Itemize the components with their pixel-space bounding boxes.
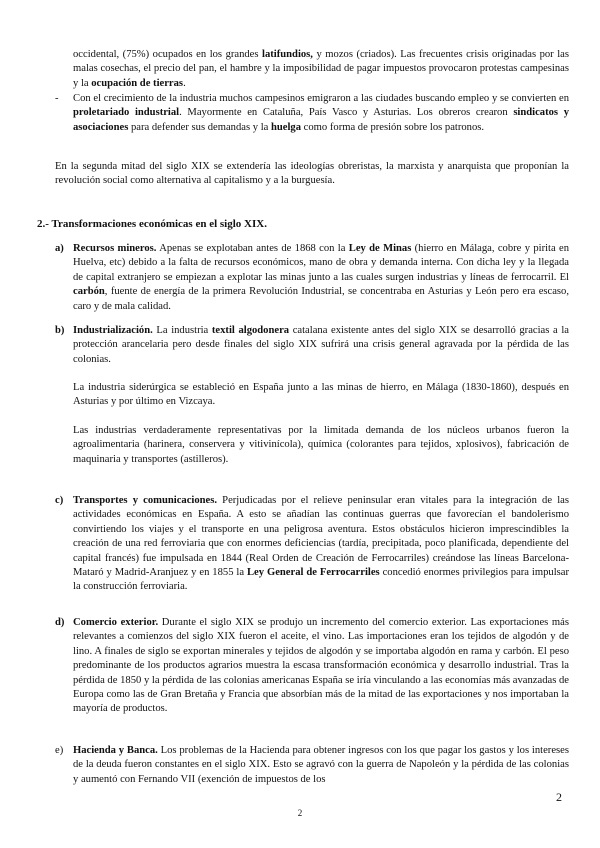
text-run: como forma de presión sobre los patronos.	[301, 121, 485, 133]
text-run: y mozos (criados). Las frecuentes crisis originadas por las malas cosechas, el precio del pan, el hambre y la imposibilidad de pagar impuestos provocaron protestas campesinas y la	[73, 49, 569, 89]
item-b-paragraph-siderurgica: La industria siderúrgica se estableció en España junto a las minas de hierro, en Málaga (1830-1860), después en Asturias y por último en Vizcaya.	[73, 382, 569, 408]
bold-term-proletariado: proletariado industrial	[73, 107, 180, 119]
item-marker: e)	[55, 745, 64, 756]
text-run: (hierro en Málaga, cobre y pirita en Huelva, etc) debido a la falta de recursos económicos, mano de obra y demanda interna. Con dicha ley y la llegada de capital extranjero se empiezan a explotar las minas junto a las cuales surgen industrias y líneas de ferrocarril. El	[73, 243, 570, 283]
item-d-title: Comercio exterior.	[73, 617, 159, 628]
item-b-paragraph-industrias: Las industrias verdaderamente representativas por la limitada demanda de los núcleos urbanos fueron la agroalimentaria (harinera, conservera y vitivinícola), química (colorantes para tejidos, xplosivos), fabricación de maquinaria y transportes (astilleros).	[73, 425, 569, 465]
text-run: Durante el siglo XIX se produjo un incremento del comercio exterior. Las exportaciones más relevantes a comienzos del siglo XIX fueron el aceite, el vino. Las importaciones eran los tejidos de algodón y de lino. A finales de siglo se exportan minerales y tejidos de algodón y se importaba algodón en rama y carbón. El peso predominante de los productos agrarios muestra la escasa transformación económica y desarrollo industrial. Tras la pérdida de 1850 y la pérdida de las colonias americanas España se iría vinculando a las economías más avanzadas de Europa como las de Gran Bretaña y Francia que absorbían más de la mitad de las exportaciones y nos importaban la mayoría de productos.	[73, 617, 569, 715]
item-c-body	[73, 494, 569, 595]
text-run: .	[183, 77, 186, 89]
migration-list-item	[55, 92, 569, 135]
item-c-transportes	[55, 494, 569, 595]
top-continuation-paragraph	[73, 48, 569, 91]
ideologies-paragraph: En la segunda mitad del siglo XIX se extendería las ideologías obreristas, la marxista y anarquista que proponían la revolución social como alternativa al capitalismo y a la burguesía.	[55, 161, 569, 187]
item-b-title: Industrialización.	[73, 325, 153, 336]
text-run: catalana existente antes del siglo XIX se desarrolló gracias a la protección arancelaria pero desde finales del siglo XIX sufrirá una crisis general agravada por la pérdida de las colonias.	[73, 325, 569, 365]
bold-term-huelga: huelga	[271, 121, 302, 133]
item-marker: a)	[55, 243, 64, 254]
bold-term-latifundios: latifundios,	[262, 49, 313, 60]
bold-term-ley-minas: Ley de Minas	[348, 243, 412, 254]
text-run: concedió enormes privilegios para impulsar la construcción ferroviaria.	[73, 567, 569, 593]
text-run: Perjudicadas por el relieve peninsular eran vitales para la integración de las actividades económicas en España. A esto se añadían las continuas guerras que favorecían el bandolerismo convirtiendo los viajes y el transporte en una peligrosa aventura. Estos obstáculos hicieron imprescindibles la creación de una red ferroviaria que con enormes deficiencias (tardía, precipitada, poco planificada, dependiente del capital francés) fue impulsada en 1844 (Real Orden de Creación de Ferrocarriles) creándose las líneas Barcelona-Mataró y Madrid-Aranjuez y en 1855 la	[73, 495, 569, 579]
text-run: Con el crecimiento de la industria muchos campesinos emigraron a las ciudades buscando empleo y se convierten en	[73, 93, 569, 104]
text-run: La industria	[152, 325, 212, 336]
bold-term-textil: textil algodonera	[211, 325, 290, 336]
item-b-body	[73, 324, 569, 367]
item-marker: d)	[55, 617, 65, 628]
item-e-body	[73, 744, 569, 787]
text-run: , fuente de energía de la primera Revolución Industrial, se concentraba en Asturias y León pero era escaso, caro y de mala calidad.	[73, 286, 569, 312]
item-d-comercio-exterior	[55, 616, 569, 717]
item-marker: b)	[55, 325, 65, 336]
item-c-title: Transportes y comunicaciones.	[73, 495, 218, 506]
item-a-recursos-mineros	[55, 242, 569, 314]
page-number-right: 2	[556, 790, 562, 804]
bold-term-carbon: carbón	[73, 286, 105, 298]
text-run: . Mayormente en Cataluña, País Vasco y Asturias. Los obreros crearon	[179, 107, 514, 119]
text-run: Apenas se explotaban antes de 1868 con la	[156, 243, 349, 254]
migration-item-body	[73, 92, 569, 135]
item-d-body	[73, 616, 569, 717]
bold-term-ley-ferrocarriles: Ley General de Ferrocarriles	[246, 567, 380, 579]
dash-bullet: -	[55, 93, 59, 104]
bold-term-sindicatos: sindicatos y asociaciones	[73, 107, 570, 133]
item-b-industrializacion	[55, 324, 569, 367]
bold-term-ocupacion-tierras: ocupación de tierras	[91, 77, 184, 89]
text-run: occidental, (75%) ocupados en los grandes	[73, 49, 263, 60]
item-e-hacienda-banca	[55, 744, 569, 787]
item-marker: c)	[55, 495, 64, 506]
text-run: para defender sus demandas y la	[128, 121, 271, 133]
item-e-title: Hacienda y Banca.	[73, 745, 158, 756]
item-a-body	[73, 242, 569, 314]
page-number-center: 2	[297, 808, 303, 818]
text-run: Los problemas de la Hacienda para obtener ingresos con los que pagar los gastos y los intereses de la deuda fueron constantes en el siglo XIX. Esto se agravó con la guerra de Napoleón y la pérdida de las colonias y aumentó con Fernando VII (exención de impuestos de los	[73, 745, 569, 785]
item-a-title: Recursos mineros.	[73, 243, 157, 254]
section-heading: 2.- Transformaciones económicas en el siglo XIX.	[37, 218, 267, 230]
